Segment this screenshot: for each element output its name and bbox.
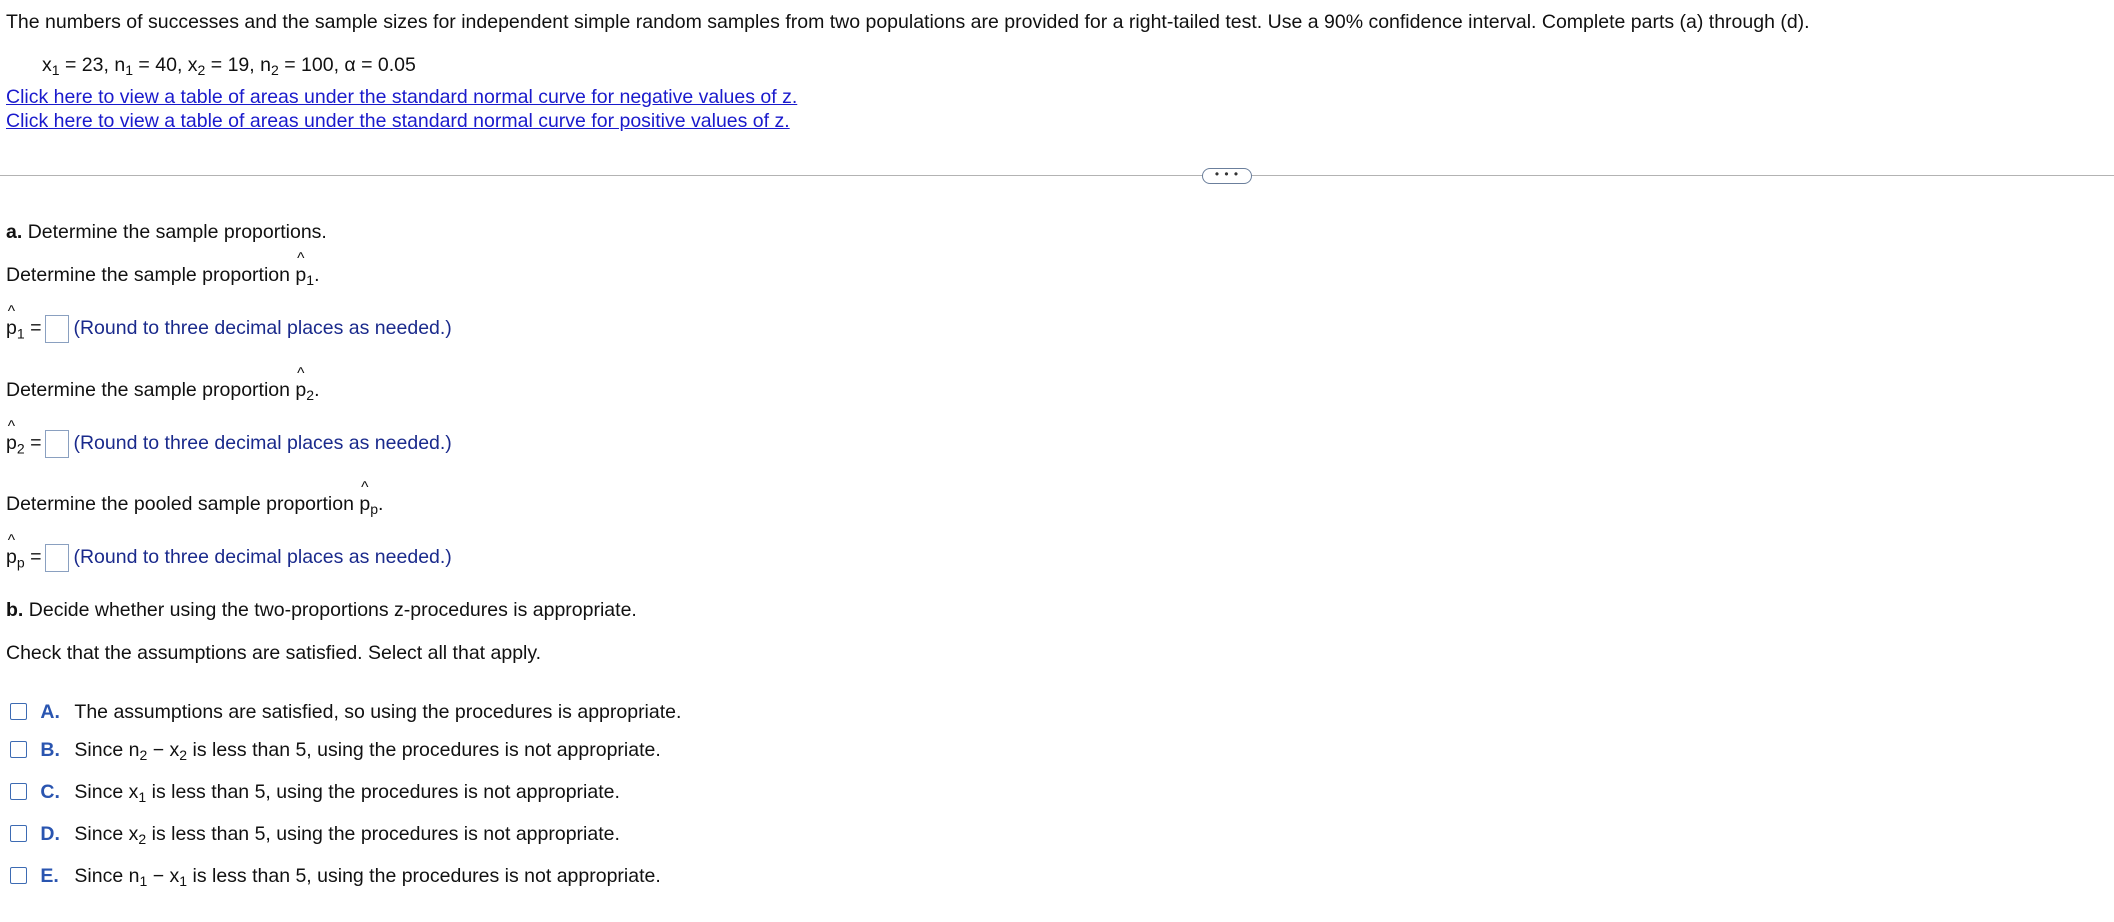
option-c-text: Since $x_1$ is less than 5, using the procedures is not appropriate. xyxy=(74,781,620,806)
p2-hat-symbol: ^ p xyxy=(6,432,17,455)
option-d-tail: is less than 5, using the procedures is not appropriate. xyxy=(151,823,620,845)
pp-symbol: ^ p xyxy=(359,493,370,516)
p1-hat-symbol: ^ p xyxy=(6,317,17,340)
option-e-tail: is less than 5, using the procedures is not appropriate. xyxy=(192,865,661,887)
pp-answer-input[interactable] xyxy=(45,544,69,572)
p2-prompt-text: Determine the sample proportion xyxy=(6,379,290,401)
x1-value: 23 xyxy=(81,54,104,76)
alpha-value: 0.05 xyxy=(377,54,416,76)
pp-hat-symbol: ^ p xyxy=(6,546,17,569)
p1-answer-row: ^ $p_1$ = (Round to three decimal places as needed.) xyxy=(6,315,452,343)
p1-symbol: ^ p xyxy=(295,264,306,287)
given-values: $x_1 = 23$, $n_1 = 40$, $x_2 = 19$, $n_2 = 100$, α = 0.05 xyxy=(42,54,416,79)
option-b-tail: is less than 5, using the procedures is not appropriate. xyxy=(192,739,661,761)
part-b-heading-text: Decide whether using the two-proportions z-procedures is appropriate. xyxy=(28,599,637,621)
part-b-instruction: Check that the assumptions are satisfied. Select all that apply. xyxy=(6,642,542,664)
pp-prompt-text: Determine the pooled sample proportion xyxy=(6,493,354,515)
n1-value: 40 xyxy=(155,54,177,76)
pp-round-hint: (Round to three decimal places as needed.) xyxy=(73,546,452,569)
option-c[interactable] xyxy=(10,781,620,804)
part-a-heading-text: Determine the sample proportions. xyxy=(27,221,327,243)
option-d-letter: D. xyxy=(40,823,60,845)
option-b-checkbox[interactable] xyxy=(10,741,27,758)
part-b-letter: b. xyxy=(6,599,24,621)
option-a-text: The assumptions are satisfied, so using the procedures is appropriate. xyxy=(74,701,682,723)
pp-prompt: Determine the pooled sample proportion ^ $p_p$. xyxy=(6,493,383,516)
part-a-heading xyxy=(6,221,327,244)
option-b-letter: B. xyxy=(40,739,60,761)
option-c-tail: is less than 5, using the procedures is not appropriate. xyxy=(151,781,620,803)
section-divider xyxy=(0,175,2114,176)
p1-prompt-text: Determine the sample proportion xyxy=(6,264,290,286)
option-b-text: Since $n_2 - x_2$ is less than 5, using the procedures is not appropriate. xyxy=(74,739,661,764)
n2-value: 100 xyxy=(301,54,334,76)
option-b[interactable] xyxy=(10,739,661,762)
part-a-letter: a. xyxy=(6,221,23,243)
p1-prompt: Determine the sample proportion ^ $p_1$. xyxy=(6,264,320,287)
problem-intro: The numbers of successes and the sample sizes for independent simple random samples from two populations are provided for a right-tailed test. Use a 90% confidence interval. Complete parts (a) through (d). xyxy=(6,11,1810,33)
option-d[interactable] xyxy=(10,823,620,846)
option-e-checkbox[interactable] xyxy=(10,867,27,884)
pp-answer-row: ^ $p_p$ = (Round to three decimal places as needed.) xyxy=(6,544,452,572)
p2-symbol: ^ p xyxy=(295,379,306,402)
option-e-text: Since $n_1 - x_1$ is less than 5, using the procedures is not appropriate. xyxy=(74,865,661,890)
option-e-letter: E. xyxy=(40,865,59,887)
expand-more-button[interactable]: • • • xyxy=(1202,168,1252,184)
option-a-letter: A. xyxy=(40,701,60,723)
p2-answer-row: ^ $p_2$ = (Round to three decimal places as needed.) xyxy=(6,430,452,458)
p2-prompt: Determine the sample proportion ^ $p_2$. xyxy=(6,379,320,402)
p2-answer-input[interactable] xyxy=(45,430,69,458)
option-d-text: Since $x_2$ is less than 5, using the procedures is not appropriate. xyxy=(74,823,620,848)
p1-answer-input[interactable] xyxy=(45,315,69,343)
link-positive-z-table[interactable]: Click here to view a table of areas under the standard normal curve for positive values of z. xyxy=(6,110,790,132)
option-d-checkbox[interactable] xyxy=(10,825,27,842)
option-c-checkbox[interactable] xyxy=(10,783,27,800)
option-a[interactable] xyxy=(10,701,681,724)
option-a-checkbox[interactable] xyxy=(10,703,27,720)
x2-value: 19 xyxy=(227,54,250,76)
part-b-heading xyxy=(6,599,637,622)
p2-round-hint: (Round to three decimal places as needed.) xyxy=(73,432,452,455)
p1-round-hint: (Round to three decimal places as needed.) xyxy=(73,317,452,340)
option-c-letter: C. xyxy=(40,781,60,803)
link-negative-z-table[interactable]: Click here to view a table of areas under the standard normal curve for negative values of z. xyxy=(6,86,798,108)
option-e[interactable] xyxy=(10,865,661,888)
